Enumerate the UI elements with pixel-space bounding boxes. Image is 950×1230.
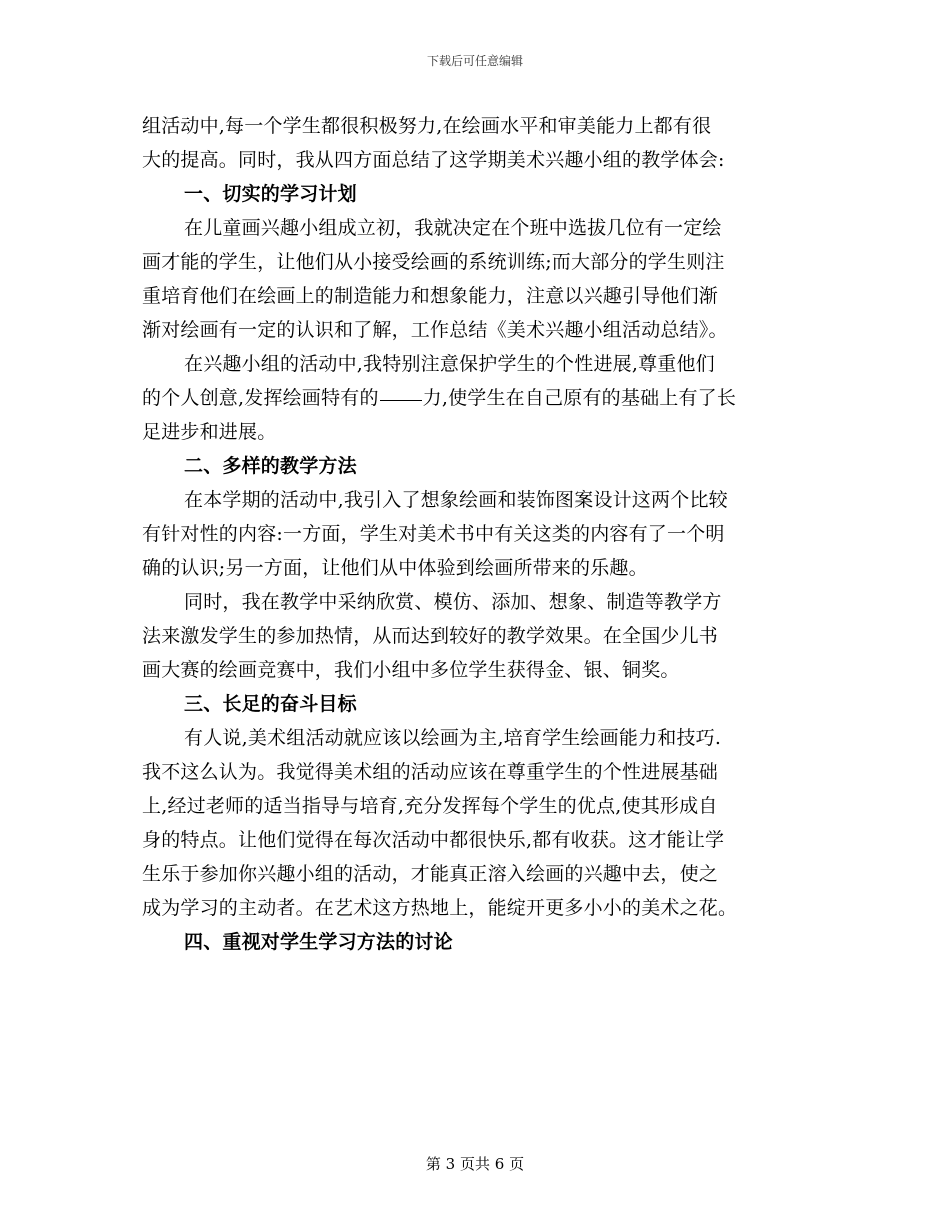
fill-in-blank (380, 400, 422, 401)
paragraph-line: 画大赛的绘画竞赛中，我们小组中多位学生获得金、银、铜奖。 (142, 659, 680, 681)
paragraph-line: 成为学习的主动者。在艺术这方热地上，能绽开更多小小的美术之花。 (142, 897, 738, 919)
paragraph-line: 画才能的学生，让他们从小接受绘画的系统训练;而大部分的学生则注 (142, 251, 725, 273)
paragraph-line: 大的提高。同时，我从四方面总结了这学期美术兴趣小组的教学体会: (142, 149, 725, 171)
page-footer: 第 3 页共 6 页 (425, 1155, 525, 1173)
paragraph-line: 渐对绘画有一定的认识和了解，工作总结《美术兴趣小组活动总结》。 (142, 319, 728, 341)
paragraph-line (142, 381, 804, 415)
paragraph-line: 生乐于参加你兴趣小组的活动，才能真正溶入绘画的兴趣中去，使之 (142, 863, 719, 885)
paragraph-line: 足进步和进展。 (142, 421, 277, 443)
section-heading: 四、重视对学生学习方法的讨论 (184, 931, 453, 953)
text-after-blank: 力,使学生在自己原有的基础上有了长 (422, 387, 737, 409)
paragraph-line: 身的特点。让他们觉得在每次活动中都很快乐,都有收获。这才能让学 (142, 829, 725, 851)
text-before-blank: 的个人创意,发挥绘画特有的 (142, 387, 379, 409)
paragraph-line: 组活动中,每一个学生都很积极努力,在绘画水平和审美能力上都有很 (142, 115, 712, 137)
paragraph-line: 在儿童画兴趣小组成立初，我就决定在个班中选拔几位有一定绘 (184, 217, 722, 239)
paragraph-line: 有针对性的内容:一方面，学生对美术书中有关这类的内容有了一个明 (142, 523, 725, 545)
page-header: 下载后可任意编辑 (426, 54, 523, 68)
paragraph-line: 重培育他们在绘画上的制造能力和想象能力，注意以兴趣引导他们渐 (142, 285, 719, 307)
paragraph-line: 法来激发学生的参加热情，从而达到较好的教学效果。在全国少儿书 (142, 625, 719, 647)
paragraph-line: 确的认识;另一方面，让他们从中体验到绘画所带来的乐趣。 (142, 557, 648, 579)
paragraph-line: 同时，我在教学中采纳欣赏、模仿、添加、想象、制造等教学方 (184, 591, 722, 613)
document-body (142, 109, 804, 959)
paragraph-line: 在本学期的活动中,我引入了想象绘画和装饰图案设计这两个比较 (184, 489, 728, 511)
paragraph-line: 在兴趣小组的活动中,我特别注意保护学生的个性进展,尊重他们 (184, 353, 715, 375)
paragraph-line: 上,经过老师的适当指导与培育,充分发挥每个学生的优点,使其形成自 (142, 795, 718, 817)
section-heading: 三、长足的奋斗目标 (184, 693, 357, 715)
section-heading: 一、切实的学习计划 (184, 183, 357, 205)
paragraph-line: 有人说,美术组活动就应该以绘画为主,培育学生绘画能力和技巧. (184, 727, 722, 749)
paragraph-line: 我不这么认为。我觉得美术组的活动应该在尊重学生的个性进展基础 (142, 761, 719, 783)
section-heading: 二、多样的教学方法 (184, 455, 357, 477)
